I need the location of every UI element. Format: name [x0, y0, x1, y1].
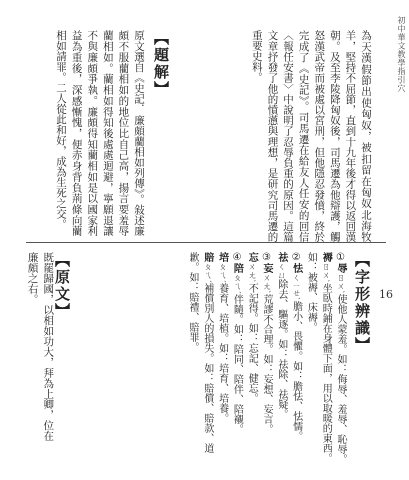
kaisei-paragraph: 原文選自《史記．廉頗藺相如列傳》。敍述廉頗不服藺相如的地位比自己高，揚言要羞辱藺相如。藺相如得知後處處迴避，寧願退讓不與廉頗爭執。廉頗得知藺相如是以國家利益為重後，深感慚愧，便赤身背負荊條向藺相如請罪。二人從此和好，成為生死之交。 [55, 30, 145, 236]
entry-character: 陪 [231, 263, 243, 273]
zixing-entry [273, 252, 288, 472]
zixing-entry [214, 252, 229, 472]
zixing-entries [184, 252, 347, 472]
entry-definition: 伴隨。如：陪同、陪伴、陪襯。 [231, 294, 243, 435]
entry-character: 怯 [290, 263, 302, 273]
entry-pronunciation: ㄑㄩ [275, 262, 286, 279]
entry-definition: 養育、培植。如：培育、培養。 [216, 283, 228, 424]
kaisei-title: 【題解】 [152, 30, 170, 98]
zixing-title: 【字形辨識】 [353, 252, 371, 354]
entry-definition: 使他人蒙羞。如：侮辱、羞辱、恥辱。 [335, 294, 346, 465]
entry-definition: 膽小、畏懼。如：膽怯、怯懦。 [290, 301, 302, 442]
entry-pronunciation: ㄆㄟˊ [216, 262, 227, 284]
entry-pronunciation: ㄨㄤˋ [261, 273, 272, 295]
entry-definition: 不記得。如：忘記、健忘。 [246, 283, 258, 404]
yuanwen-title: 【原文】 [53, 252, 71, 320]
zixing-entry [229, 252, 244, 472]
page-number: 16 [379, 288, 393, 301]
zixing-entry [184, 252, 214, 472]
entry-definition: 坐臥時鋪在身體下面，用以取暖的東西。如：被褥、床褥。 [305, 252, 332, 464]
entry-character: 培 [216, 252, 228, 262]
entry-character: 妄 [261, 263, 273, 273]
entry-definition: 除去、驅逐。如：祛除、祛疑。 [275, 279, 287, 419]
entry-pronunciation: ㄨㄤˋ [246, 262, 257, 284]
zixing-entry [332, 252, 347, 472]
entry-pronunciation: ㄖㄨˋ [320, 262, 331, 284]
entry-number: ② [290, 252, 302, 263]
entry-character: 賠 [201, 252, 213, 262]
entry-definition: 補償別人的損失。如：賠償、賠款、道歉。如：賠禮、賠罪。 [187, 252, 213, 454]
section-divider [26, 242, 386, 243]
intro-paragraph [143, 30, 373, 242]
entry-pronunciation: ㄆㄟˊ [231, 273, 242, 295]
entry-character: 褥 [320, 252, 332, 262]
entry-number: ① [335, 252, 346, 263]
entry-character: 辱 [335, 263, 346, 273]
intro-text: 為天漢假節出使匈奴，被扣留在匈奴北海牧羊，堅持不屈節，直到十九年後才得以返回漢朝。及至李陵降匈奴後，司馬遷為他辯護，觸怒漢武帝而被處以宮刑，但他隱忍發憤，終於完成了《史記》。司馬遷在給友人任安的回信〈報任安書〉中說明了忍辱負重的原因。這篇文章抒發了他的憤懣與理想，是研究司馬遷的重要史料。 [250, 30, 372, 242]
entry-number: ④ [231, 252, 243, 263]
entry-definition: 荒謬不合理。如：妄想、妄言。 [261, 294, 273, 435]
yuanwen-paragraph: 既罷歸國，以相如功大，拜為上卿，位在廉頗之右。 [26, 252, 55, 441]
entry-pronunciation: ㄆㄟˊ [201, 262, 212, 284]
entry-number: ③ [261, 252, 273, 263]
entry-character: 忘 [246, 252, 258, 262]
zixing-entry [288, 252, 303, 472]
entry-character: 祛 [275, 252, 287, 262]
zixing-entry [243, 252, 258, 472]
running-header: 初中華文教學指引穴 [397, 16, 406, 93]
entry-pronunciation: ㄖㄨˋ [335, 273, 345, 295]
zixing-entry [258, 252, 273, 472]
entry-pronunciation: ㄑㄧㄝˋ [290, 273, 301, 302]
zixing-entry [303, 252, 333, 472]
